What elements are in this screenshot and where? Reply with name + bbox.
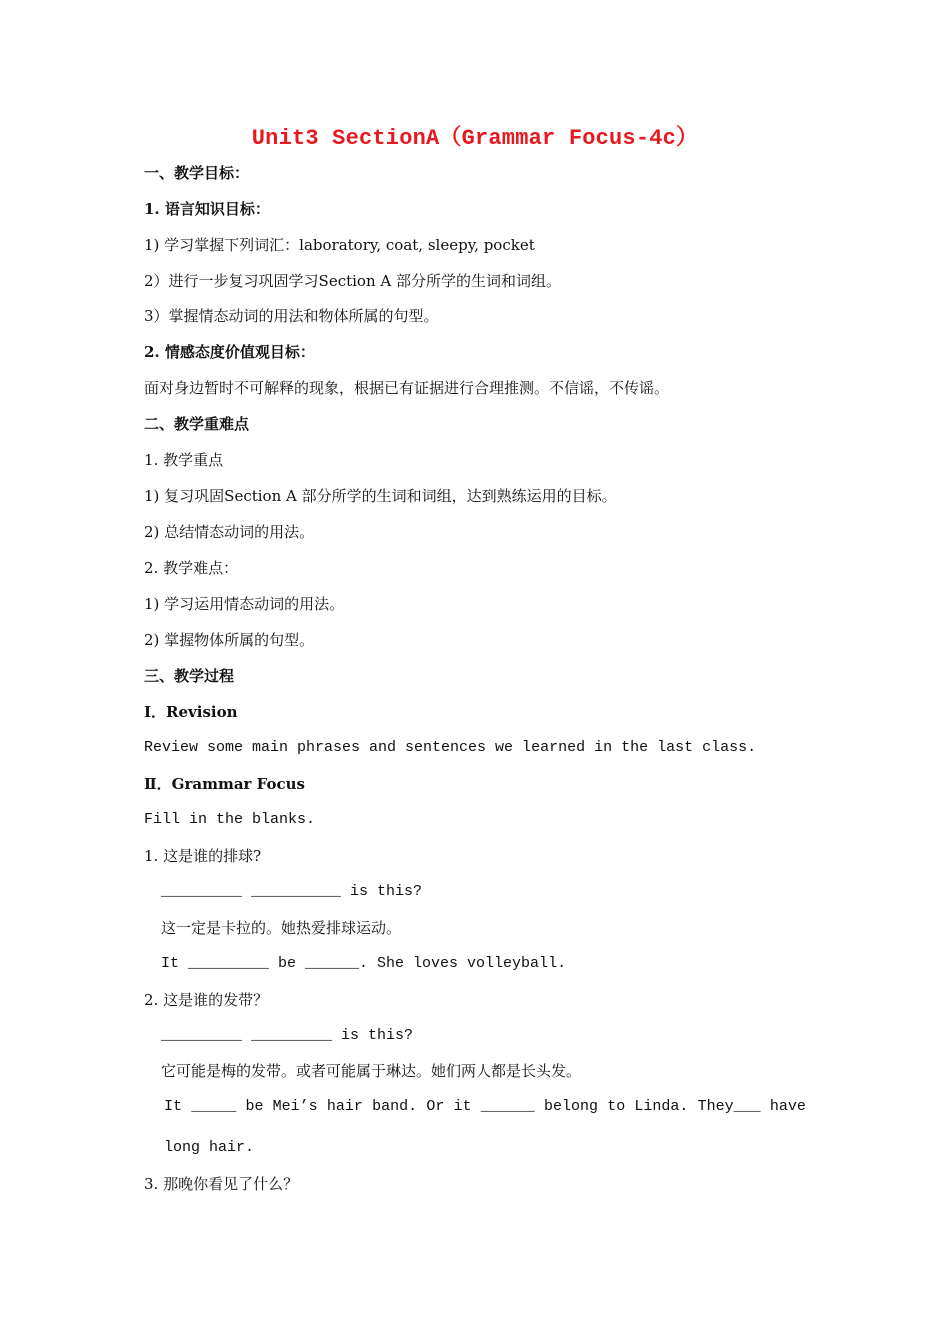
blank: _____ <box>191 1098 237 1115</box>
revision-text: Review some main phrases and sentences we learned in the last class. <box>144 739 757 756</box>
step-heading-revision: Ⅰ．Revision <box>144 703 238 721</box>
word: band. <box>372 1098 418 1115</box>
objective-item-1: 1) 学习掌握下列词汇：laboratory, coat, sleepy, pocket <box>144 236 535 254</box>
question-2-translation: 它可能是梅的发带。或者可能属于琳达。她们两人都是长头发。 <box>161 1062 582 1080</box>
difficult-points-label: 2. 教学难点： <box>144 559 239 577</box>
question-1-blank-line-a: _________ __________ is this? <box>161 883 423 900</box>
document-title: Unit3 SectionA（Grammar Focus-4c） <box>251 126 699 151</box>
question-2-prompt: 2. 这是谁的发带？ <box>144 991 269 1009</box>
objective-item-3: 3）掌握情态动词的用法和物体所属的句型。 <box>144 307 439 325</box>
difficult-point-item-1: 1) 学习运用情态动词的用法。 <box>144 595 345 613</box>
difficult-point-item-2: 2) 掌握物体所属的句型。 <box>144 631 315 649</box>
subheading-language-objectives: 1. 语言知识目标： <box>144 200 270 218</box>
section-heading-key-points: 二、教学重难点 <box>144 415 250 433</box>
question-2-blank-line-b-continued: long hair. <box>164 1139 255 1156</box>
emotional-objective-text: 面对身边暂时不可解释的现象，根据已有证据进行合理推测。不信谣，不传谣。 <box>144 379 670 397</box>
step-heading-grammar-focus: Ⅱ．Grammar Focus <box>144 775 305 793</box>
word: hair <box>326 1098 363 1115</box>
key-points-label: 1. 教学重点 <box>144 451 224 469</box>
question-3-prompt: 3. 那晚你看见了什么？ <box>144 1175 299 1193</box>
word: It <box>164 1098 183 1115</box>
section-heading-objectives: 一、教学目标： <box>144 164 250 182</box>
word: be <box>245 1098 264 1115</box>
question-1-prompt: 1. 这是谁的排球? <box>144 847 262 865</box>
word: to <box>607 1098 626 1115</box>
key-point-item-2: 2) 总结情态动词的用法。 <box>144 523 315 541</box>
subheading-emotional-objectives: 2. 情感态度价值观目标： <box>144 343 315 361</box>
question-2-blank-line-b <box>164 1097 806 1117</box>
word: Mei’s <box>272 1098 318 1115</box>
blank: ______ <box>480 1098 535 1115</box>
question-1-blank-line-b: It _________ be ______. She loves volleyball. <box>161 955 567 972</box>
word: Linda. <box>634 1098 689 1115</box>
word: Or <box>426 1098 445 1115</box>
section-heading-process: 三、教学过程 <box>144 667 235 685</box>
word: belong <box>543 1098 598 1115</box>
question-2-blank-line-a: _________ _________ is this? <box>161 1027 414 1044</box>
word: it <box>453 1098 472 1115</box>
word: have <box>769 1098 806 1115</box>
question-1-translation: 这一定是卡拉的。她热爱排球运动。 <box>161 919 402 937</box>
fill-in-instruction: Fill in the blanks. <box>144 811 316 828</box>
key-point-item-1: 1) 复习巩固Section A 部分所学的生词和词组，达到熟练运用的目标。 <box>144 487 617 505</box>
word: They___ <box>697 1098 761 1115</box>
objective-item-2: 2）进行一步复习巩固学习Section A 部分所学的生词和词组。 <box>144 272 561 290</box>
